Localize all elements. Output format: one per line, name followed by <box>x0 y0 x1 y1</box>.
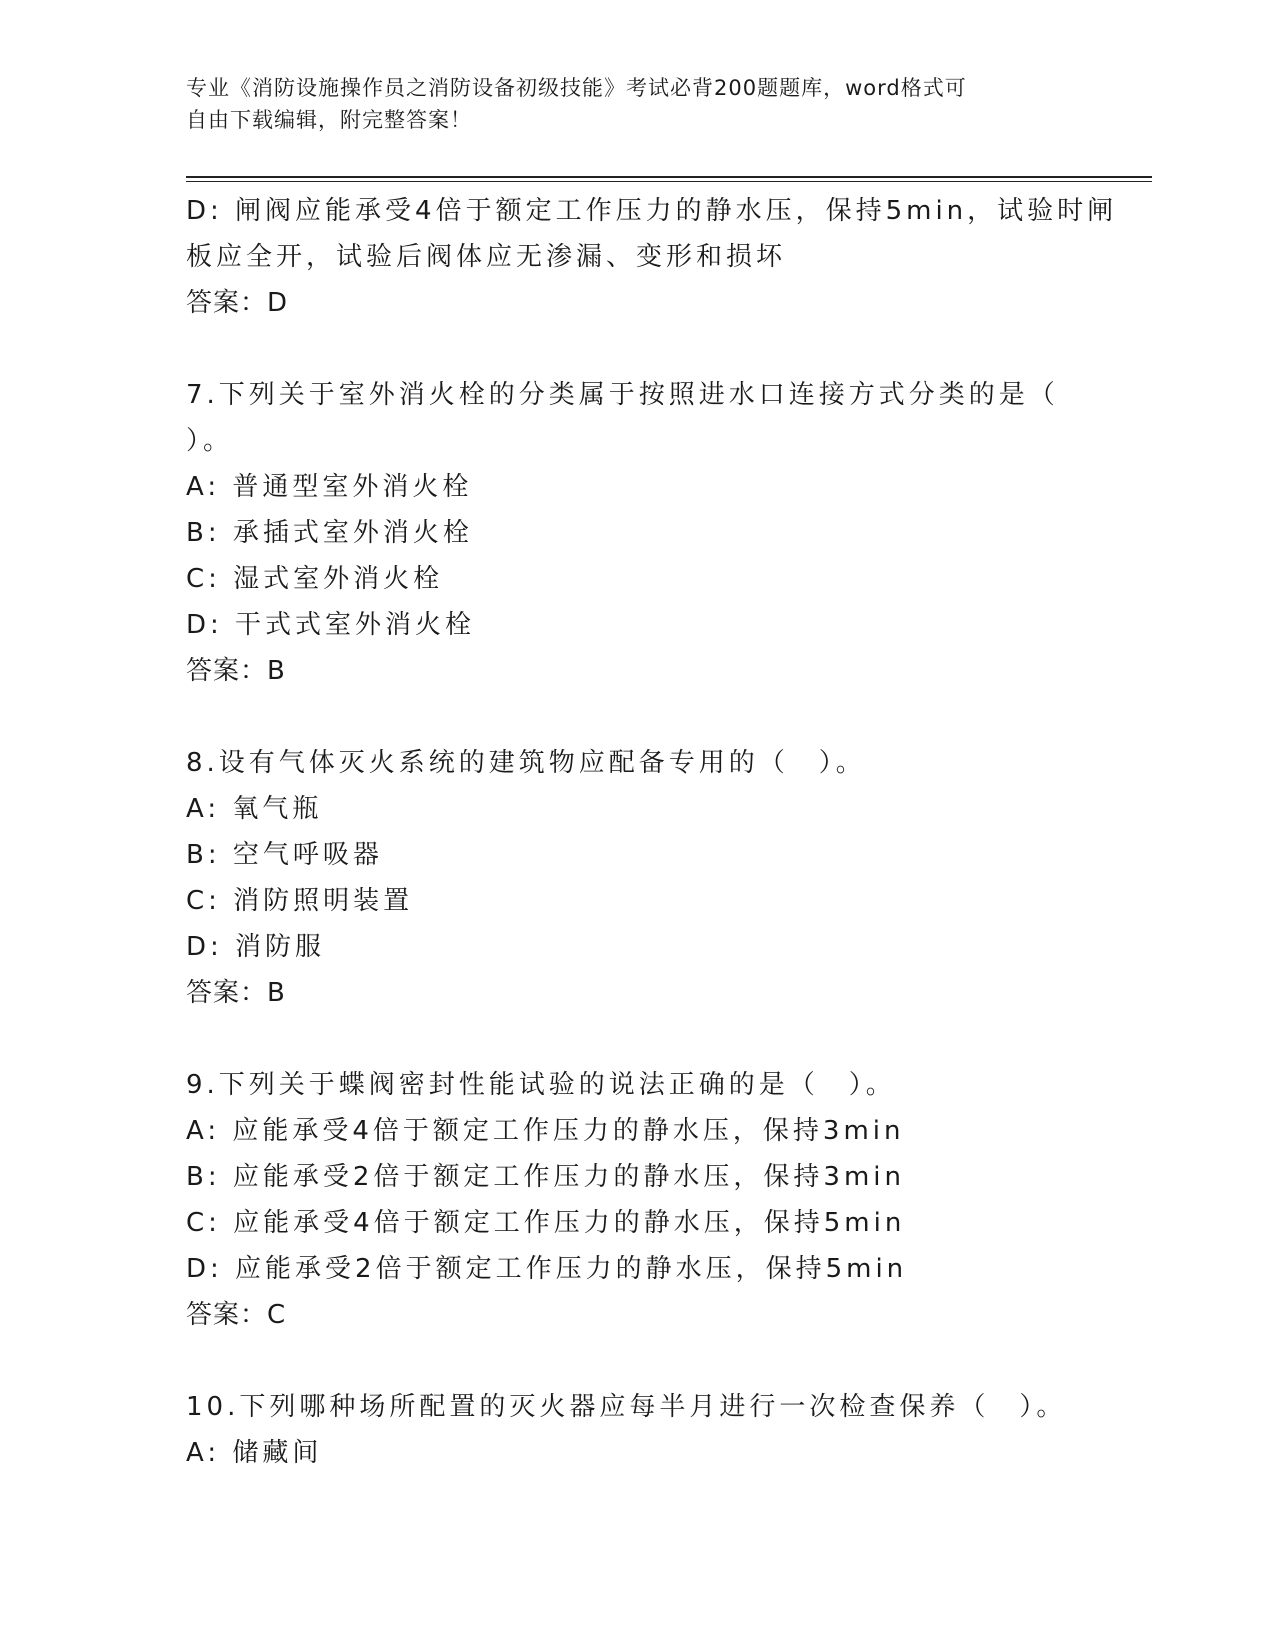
option-d: D: 闸阀应能承受4倍于额定工作压力的静水压，保持5min，试验时闸 <box>186 196 1118 226</box>
question-stem-continued: ）。 <box>186 426 234 456</box>
question-6-tail <box>186 188 1118 326</box>
option-c: C: 消防照明装置 <box>186 886 414 916</box>
option-d: D: 应能承受2倍于额定工作压力的静水压，保持5min <box>186 1254 908 1284</box>
spacer <box>186 1338 1086 1384</box>
option-d: D: 消防服 <box>186 932 326 962</box>
option-c: C: 应能承受4倍于额定工作压力的静水压，保持5min <box>186 1208 906 1238</box>
option-d-continued: 板应全开，试验后阀体应无渗漏、变形和损坏 <box>186 242 787 272</box>
question-stem: 8.设有气体灭火系统的建筑物应配备专用的（ ）。 <box>186 748 866 778</box>
question-content <box>186 188 1118 1476</box>
document-header <box>186 72 1066 136</box>
question-stem: 9.下列关于蝶阀密封性能试验的说法正确的是（ ）。 <box>186 1070 896 1100</box>
option-b: B: 应能承受2倍于额定工作压力的静水压，保持3min <box>186 1162 905 1192</box>
question-9 <box>186 1062 1086 1338</box>
answer: 答案：D <box>186 288 289 318</box>
answer: 答案：B <box>186 978 286 1008</box>
question-stem: 7.下列关于室外消火栓的分类属于按照进水口连接方式分类的是（ <box>186 380 1059 410</box>
question-7 <box>186 372 1086 694</box>
option-a: A: 应能承受4倍于额定工作压力的静水压，保持3min <box>186 1116 905 1146</box>
answer: 答案：B <box>186 656 286 686</box>
question-10 <box>186 1384 1086 1476</box>
option-b: B: 承插式室外消火栓 <box>186 518 473 548</box>
header-rule-thick <box>186 176 1152 178</box>
option-a: A: 储藏间 <box>186 1438 323 1468</box>
option-a: A: 普通型室外消火栓 <box>186 472 473 502</box>
header-line-1: 专业《消防设施操作员之消防设备初级技能》考试必背200题题库，word格式可 <box>186 76 967 100</box>
option-a: A: 氧气瓶 <box>186 794 323 824</box>
answer: 答案：C <box>186 1300 287 1330</box>
header-rule-thin <box>186 181 1152 182</box>
spacer <box>186 694 1086 740</box>
question-stem: 10.下列哪种场所配置的灭火器应每半月进行一次检查保养（ ）。 <box>186 1392 1067 1422</box>
question-8 <box>186 740 1086 1016</box>
header-line-2: 自由下载编辑，附完整答案！ <box>186 108 472 132</box>
option-c: C: 湿式室外消火栓 <box>186 564 444 594</box>
option-d: D: 干式式室外消火栓 <box>186 610 476 640</box>
spacer <box>186 1016 1086 1062</box>
spacer <box>186 326 1086 372</box>
option-b: B: 空气呼吸器 <box>186 840 383 870</box>
